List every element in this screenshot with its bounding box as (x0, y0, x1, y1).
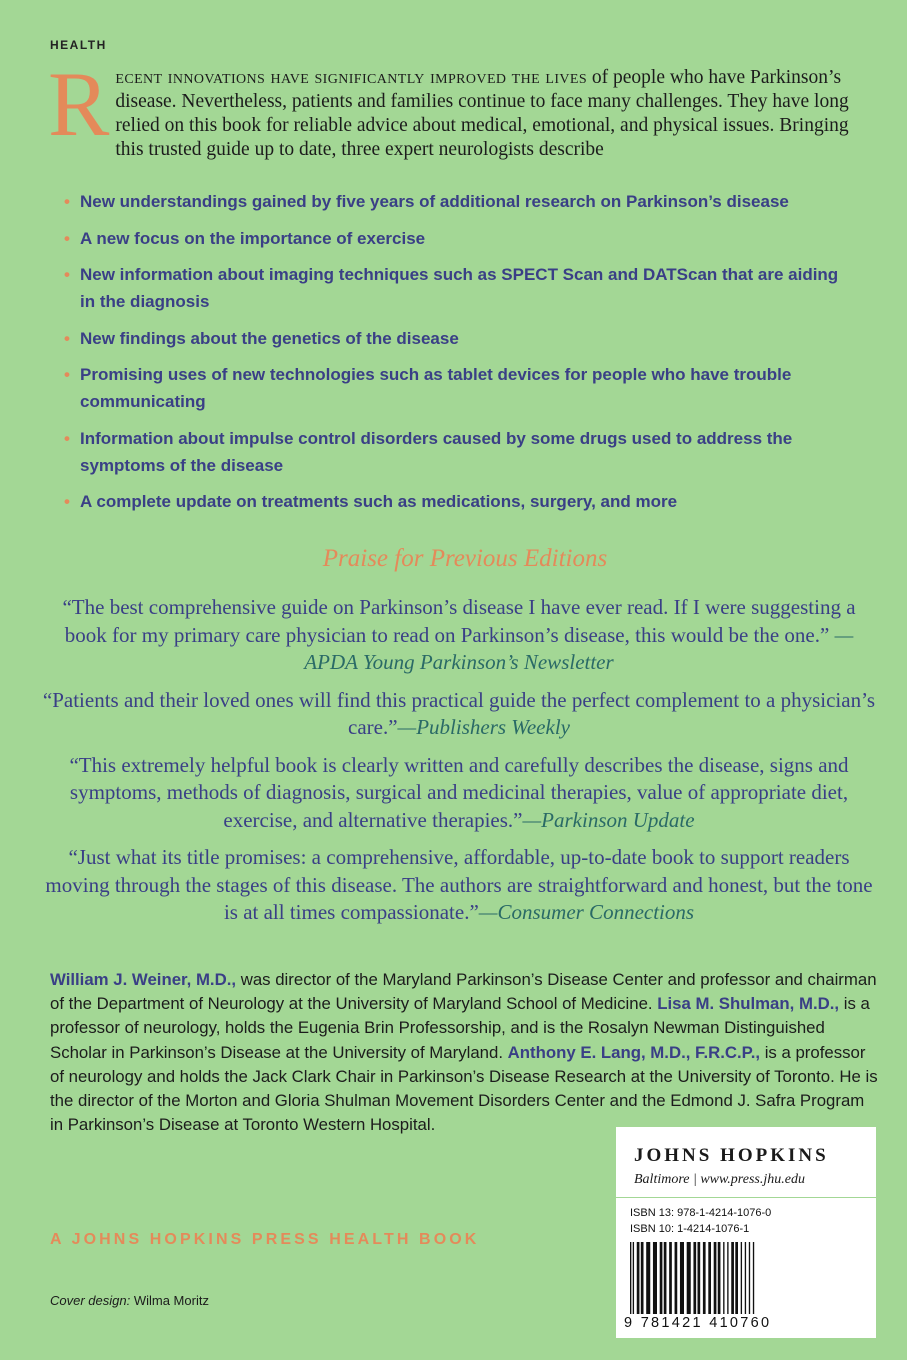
quote-source: —Consumer Connections (478, 900, 695, 924)
barcode-bar (646, 1242, 650, 1314)
intro-paragraph (48, 53, 868, 162)
publisher-address: Baltimore | www.press.jhu.edu (634, 1172, 805, 1187)
cover-designer: Wilma Moritz (133, 1293, 209, 1308)
barcode-bar (675, 1242, 678, 1314)
barcode-bar (669, 1242, 672, 1314)
barcode-bar (745, 1242, 746, 1314)
barcode-bar (718, 1242, 721, 1314)
author-name: William J. Weiner, M.D., (50, 970, 237, 989)
publisher-box (616, 1127, 876, 1197)
bullet-icon: • (64, 265, 70, 284)
cover-credit (50, 1293, 209, 1308)
bullet-icon: • (64, 328, 70, 348)
barcode-bar (693, 1242, 696, 1314)
isbn13: ISBN 13: 978-1-4214-1076-0 (630, 1207, 772, 1219)
barcode-box (616, 1198, 876, 1338)
barcode-bar (637, 1242, 640, 1314)
barcode-bar (664, 1242, 667, 1314)
intro-text: of people who have Parkinson’s disease. Nevertheless, patients and families continue to face many challenges. They have long relied on this book for reliable advice about medical, emotional, and physical issues. Bringing this trusted guide up to date, three expert neurologists describe (115, 67, 849, 160)
barcode-bar (641, 1242, 644, 1314)
barcode-bar (741, 1242, 742, 1314)
list-item: • New understandings gained by five years of additional research on Parkinson’s disease (64, 188, 854, 215)
barcode-bar (731, 1242, 734, 1314)
feature-list (64, 188, 854, 525)
barcode-bar (687, 1242, 691, 1314)
quote-3: “This extremely helpful book is clearly written and carefully describes the disease, signs and symptoms, methods of diagnosis, surgical and medicinal therapies, value of appropriate diet, exercise, and alternative therapies.”—Parkinson Update (69, 752, 849, 832)
list-item: • New information about imaging techniques such as SPECT Scan and DATScan that are aiding in the diagnosis (64, 261, 854, 315)
barcode-bar (735, 1242, 738, 1314)
series-line: A JOHNS HOPKINS PRESS HEALTH BOOK (50, 1231, 480, 1248)
quote-4: “Just what its title promises: a comprehensive, affordable, up-to-date book to support readers moving through the stages of this disease. The authors are straightforward and honest, but the tone is at all times compassionate.”—Consumer Connections (45, 845, 873, 924)
barcode-bar (714, 1242, 717, 1314)
barcode-icon (626, 1242, 866, 1314)
barcode-bar (708, 1242, 711, 1314)
author-bio-text: was director of the Maryland Parkinson’s Disease Center and professor and chairman of the Department of Neurology at the University of Maryland School of Medicine. (50, 970, 877, 1014)
bullet-icon: • (64, 365, 70, 384)
list-item: • Promising uses of new technologies such as tablet devices for people who have trouble communicating (64, 361, 854, 415)
cover-credit-label: Cover design: (50, 1293, 131, 1308)
barcode-bar (633, 1242, 634, 1314)
barcode-bar (698, 1242, 701, 1314)
barcode-bar (749, 1242, 750, 1314)
list-item: • A complete update on treatments such as medications, surgery, and more (64, 488, 854, 515)
bullet-icon: • (64, 428, 70, 448)
list-item: • A new focus on the importance of exercise (64, 225, 854, 252)
barcode-bar (660, 1242, 663, 1314)
quote-source: —Publishers Weekly (397, 715, 570, 739)
praise-quotes (40, 594, 878, 937)
barcode-bar (653, 1242, 657, 1314)
quote-source: —Parkinson Update (522, 807, 695, 832)
author-name: Lisa M. Shulman, M.D., (657, 994, 840, 1014)
barcode-bar (727, 1242, 728, 1314)
barcode-bar (723, 1242, 724, 1314)
bullet-icon: • (64, 192, 70, 211)
quote-2: “Patients and their loved ones will find this practical guide the perfect complement to a physician’s care.”—Publishers Weekly (42, 687, 876, 739)
barcode-bar (680, 1242, 684, 1314)
list-item: • Information about impulse control disorders caused by some drugs used to address the symptoms of the disease (64, 425, 854, 479)
praise-heading: Praise for Previous Editions (322, 545, 608, 572)
bullet-icon: • (64, 492, 70, 511)
isbn10: ISBN 10: 1-4214-1076-1 (630, 1223, 750, 1235)
barcode-bar (630, 1242, 631, 1314)
barcode-digits: 9 781421 410760 (624, 1315, 772, 1331)
bullet-icon: • (64, 228, 70, 248)
drop-cap: R (48, 53, 110, 155)
barcode-bar (703, 1242, 706, 1314)
author-bio-text: is a professor of neurology and holds the Jack Clark Chair in Parkinson’s Disease Research at the University of Toronto. He is the director of the Morton and Gloria Shulman Movement Disorders Center and the Edmond J. Safra Program in Parkinson’s Disease at Toronto Western Hospital. (50, 1042, 878, 1135)
publisher-name: JOHNS HOPKINS (634, 1145, 829, 1166)
barcode-bar (753, 1242, 754, 1314)
quote-source: —APDA Young Parkinson’s Newsletter (304, 622, 854, 674)
category-label: HEALTH (50, 38, 107, 52)
quote-1: “The best comprehensive guide on Parkinson’s disease I have ever read. If I were suggesting a book for my primary care physician to read on Parkinson’s disease, this would be the one.” —APDA Young Parkinson’s Newsletter (62, 595, 856, 674)
intro-caps-lead: ecent innovations have significantly improved the lives (115, 67, 588, 88)
author-bio-text: is a professor of neurology, holds the Eugenia Brin Professorship, and is the Rosalyn Newman Distinguished Scholar in Parkinson’s Disease at the University of Maryland. (50, 994, 870, 1062)
author-name: Anthony E. Lang, M.D., F.R.C.P., (507, 1042, 761, 1062)
author-bios (50, 968, 880, 1137)
list-item: • New findings about the genetics of the disease (64, 325, 854, 352)
